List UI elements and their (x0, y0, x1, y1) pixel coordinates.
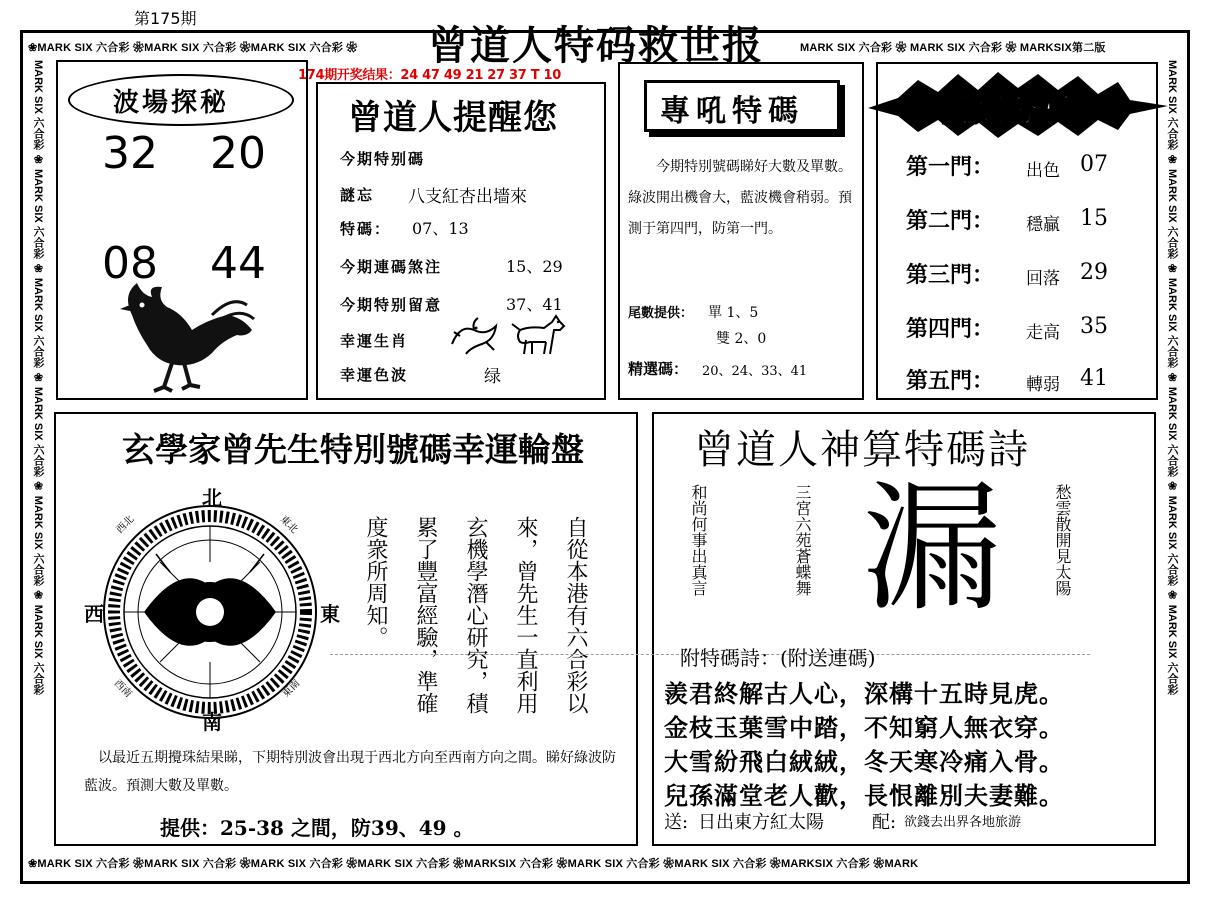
gate-number: 07 (1080, 152, 1108, 177)
wheel-column: 累了豐富經驗，準確 (413, 516, 438, 714)
issue-number: 第175期 (134, 9, 197, 28)
poem-subtitle: 附特碼詩：(附送連碼) (680, 646, 876, 670)
poem-line: 金枝玉葉雪中踏，不知窮人無衣穿。 (664, 713, 1064, 742)
wheel-column: 玄機學潛心研究，積 (463, 516, 488, 714)
wheel-column: 度衆所周知。 (363, 516, 388, 648)
wheel-analysis: 以最近五期攪珠結果睇，下期特別波會出現于西北方向至西南方向之間。睇好綠波防藍波。預測大數及單數。 (84, 750, 616, 794)
top-right-ribbon: MARK SIX 六合彩 ❀ MARK SIX 六合彩 ❀ MARKSIX第二版 (800, 42, 1106, 54)
reminder-label: 幸運生肖 (340, 332, 409, 350)
pick-label: 精選碼： (628, 360, 689, 378)
gate-label: 第二門： (906, 208, 995, 234)
wave-number: 44 (210, 238, 266, 289)
compass-west: 西 (84, 602, 104, 626)
gate-number: 15 (1080, 206, 1108, 231)
compass-sw: 西南 (111, 677, 134, 700)
send-value: 日出東方紅太陽 (698, 812, 824, 833)
reminder-title: 曾道人提醒您 (348, 98, 558, 138)
gate-word: 轉弱 (1026, 375, 1060, 395)
reminder-label: 今期特别留意 (340, 296, 443, 314)
compass-se: 東南 (280, 677, 303, 700)
gate-label: 第五門： (906, 368, 995, 394)
compass-south: 南 (202, 710, 222, 734)
gate-word: 穩贏 (1026, 215, 1060, 235)
reminder-label: 特碼： (340, 220, 392, 238)
poem-column: 和尚何事出真言 (689, 484, 708, 596)
gate-word: 回落 (1026, 269, 1060, 289)
tail-double: 雙 2、0 (716, 331, 767, 347)
reminder-label: 幸運色波 (340, 366, 409, 384)
gate-word: 走高 (1026, 323, 1060, 343)
special-text: 今期特別號碼睇好大數及單數。綠波開出機會大，藍波機會稍弱。預測于第四門，防第一門。 (628, 159, 852, 237)
compass-north: 北 (202, 486, 222, 510)
pair-label: 配: (872, 812, 897, 833)
pick-value: 20、24、33、41 (702, 364, 808, 379)
reminder-value: 15、29 (506, 257, 563, 276)
page-title: 曾道人特码救世报 (428, 22, 764, 69)
reminder-label: 今期連碼煞注 (340, 258, 443, 276)
tail-single: 單 1、5 (708, 305, 759, 321)
gate-label: 第四門： (906, 316, 995, 342)
gate-word: 出色 (1026, 161, 1060, 181)
poem-big-char: 漏 (862, 468, 1003, 631)
poem-title: 曾道人神算特碼詩 (694, 427, 1030, 473)
wheel-title: 玄學家曾先生特別號碼幸運輪盤 (122, 430, 584, 469)
pair-value: 欲錢去出界各地旅游 (904, 815, 1022, 830)
wave-number: 32 (102, 128, 158, 179)
special-title: 專吼特碼 (660, 94, 804, 129)
wave-number: 08 (102, 238, 158, 289)
tail-label: 尾數提供： (628, 306, 694, 321)
last-result: 174期开奖结果：24 47 49 21 27 37 T 10 (298, 68, 562, 83)
gate-number: 35 (1080, 314, 1108, 339)
reminder-value: 绿 (484, 367, 501, 387)
bottom-ribbon: ❀MARK SIX 六合彩 ❀MARK SIX 六合彩 ❀MARK SIX 六合彩 ❀MARK SIX 六合彩 ❀MARKSIX 六合彩 ❀MARK SIX 六合彩 ❀MARK SIX 六合彩 ❀MARKSIX 六合彩 ❀MARK (28, 858, 919, 870)
dog-icon (510, 312, 568, 360)
gates-title: 門類分析 (940, 94, 1076, 129)
compass-east: 東 (320, 602, 340, 626)
reminder-label: 謎忘 (340, 186, 375, 204)
wheel-provide: 提供：25-38 之間，防39、49 。 (160, 816, 474, 840)
right-ribbon: MARK SIX 六合彩 ❀ MARK SIX 六合彩 ❀ MARK SIX 六合彩 ❀ MARK SIX 六合彩 ❀ MARK SIX 六合彩 ❀ MARK SIX 六合彩 (1166, 60, 1178, 695)
gate-label: 第一門： (906, 154, 995, 180)
wheel-column: 來，曾先生一直利用 (513, 516, 538, 714)
compass-ne: 東北 (277, 513, 300, 536)
reminder-label: 今期特别碼 (340, 150, 426, 168)
compass-nw: 西北 (114, 513, 137, 536)
wheel-column: 自從本港有六合彩以 (563, 516, 588, 714)
send-label: 送: (664, 812, 689, 833)
gate-number: 41 (1080, 366, 1108, 391)
wave-title: 波場探秘 (113, 88, 230, 118)
poem-line: 羨君終解古人心，深構十五時見虎。 (664, 679, 1064, 708)
poem-column: 三宮六苑蒼蝶舞 (793, 484, 812, 596)
rooster-illustration (112, 275, 262, 395)
poem-line: 大雪紛飛白絨絨，冬天寒冷痛入骨。 (664, 747, 1064, 776)
reminder-value: 八支紅杏出墻來 (408, 187, 527, 207)
gate-number: 29 (1080, 260, 1108, 285)
wave-number: 20 (210, 128, 266, 179)
poem-line: 兒孫滿堂老人歡，長恨離別夫妻難。 (664, 781, 1064, 810)
gate-label: 第三門： (906, 262, 995, 288)
top-left-ribbon: ❀MARK SIX 六合彩 ❀MARK SIX 六合彩 ❀MARK SIX 六合彩 ❀ (28, 42, 358, 54)
left-ribbon: MARK SIX 六合彩 ❀ MARK SIX 六合彩 ❀ MARK SIX 六合彩 ❀ MARK SIX 六合彩 ❀ MARK SIX 六合彩 ❀ MARK SIX 六合彩 (32, 60, 44, 695)
reminder-value: 37、41 (506, 295, 563, 314)
dragon-icon (446, 314, 502, 360)
reminder-value: 07、13 (412, 219, 469, 238)
poem-column: 愁雲散開見太陽 (1053, 484, 1072, 596)
